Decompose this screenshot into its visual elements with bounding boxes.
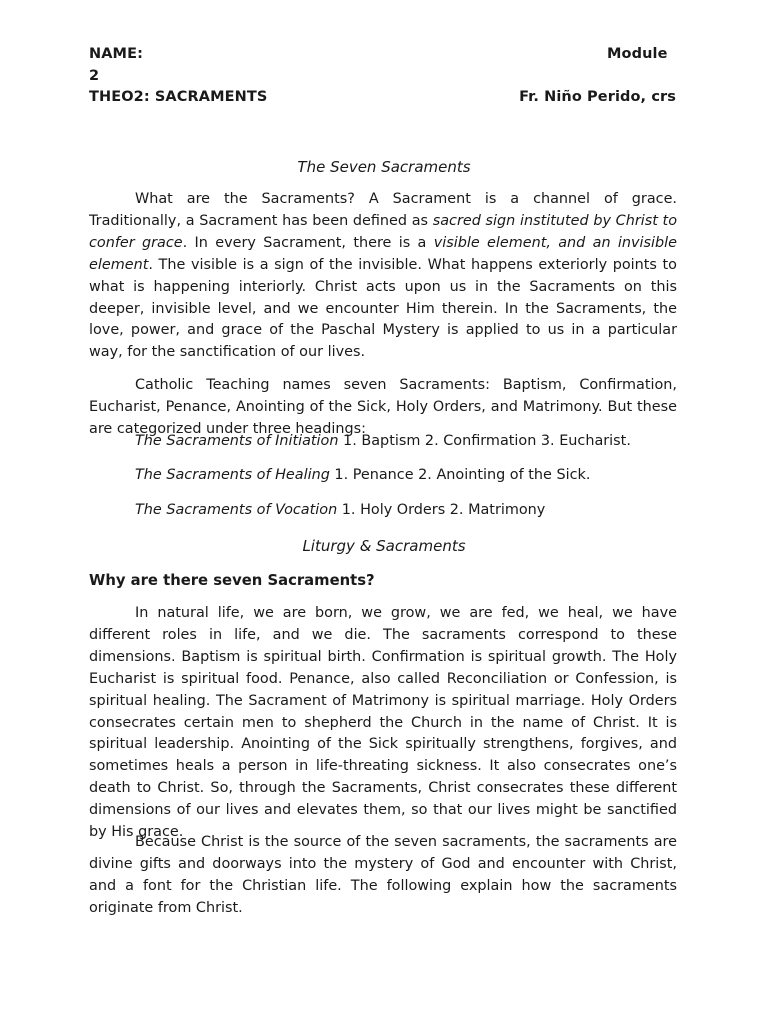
section-heading: Why are there seven Sacraments?: [89, 572, 375, 589]
group-heading: The Sacraments of Initiation: [135, 433, 339, 449]
intro-text-2: . In every Sacrament, there is a: [182, 234, 434, 251]
document-title: The Seven Sacraments: [297, 158, 471, 176]
group-items: 1. Holy Orders 2. Matrimony: [337, 502, 546, 518]
intro-paragraph: [89, 189, 677, 364]
closing-paragraph: [89, 832, 677, 920]
intro-elements: visible element, and an invisible element: [89, 234, 678, 273]
module-number: 2: [89, 68, 100, 84]
name-label: NAME:: [89, 46, 143, 62]
natural-life-paragraph: [89, 603, 677, 844]
teaching-paragraph: [89, 375, 677, 441]
section-subtitle: Liturgy & Sacraments: [302, 537, 466, 555]
intro-text-1: What are the Sacraments? A Sacrament is a channel of grace. Traditionally, a Sacrament has been defined as: [89, 191, 677, 229]
instructor-name: Fr. Niño Perido, crs: [519, 89, 676, 105]
group-items: 1. Penance 2. Anointing of the Sick.: [329, 467, 591, 483]
initiation-group: [135, 433, 631, 449]
natural-life-text: In natural life, we are born, we grow, we are fed, we heal, we have different roles in life, and we die. The sacraments correspond to these dimensions. Baptism is spiritual birth. Confirmation is spiritual growth. The Holy Eucharist is spiritual food. Penance, also called Reconciliation or Confession, is spiritual healing. The Sacrament of Matrimony is spiritual marriage. Holy Orders consecrates certain men to shepherd the Church in the name of Christ. It is spiritual leadership. Anointing of the Sick spiritually strengthens, forgives, and sometimes heals a person in life-threating sickness. It also consecrates one’s death to Christ. So, through the Sacraments, Christ consecrates these different dimensions of our lives and elevates them, so that our lives might be sanctified by His grace.: [89, 605, 677, 841]
group-items: 1. Baptism 2. Confirmation 3. Eucharist.: [338, 433, 631, 449]
vocation-group: [135, 502, 545, 518]
course-title: THEO2: SACRAMENTS: [89, 89, 268, 105]
closing-text: Because Christ is the source of the seven sacraments, the sacraments are divine gifts and doorways into the mystery of God and encounter with Christ, and a font for the Christian life. The following explain how the sacraments originate from Christ.: [89, 834, 677, 916]
module-label: Module: [607, 46, 668, 62]
healing-group: [135, 467, 590, 483]
group-heading: The Sacraments of Vocation: [135, 502, 338, 518]
intro-text-3: . The visible is a sign of the invisible. What happens exteriorly points to what is happening interiorly. Christ acts upon us in the Sacraments on this deeper, invisible level, and we encounter Him therein. In the Sacraments, the love, power, and grace of the Paschal Mystery is applied to us in a particular way, for the sanctification of our lives.: [89, 256, 677, 361]
intro-definition: sacred sign instituted by Christ to confer grace: [89, 212, 678, 251]
group-heading: The Sacraments of Healing: [135, 467, 330, 483]
teaching-text: Catholic Teaching names seven Sacraments: Baptism, Confirmation, Eucharist, Penance, Anointing of the Sick, Holy Orders, and Matrimony. But these are categorized under three headings:: [89, 377, 677, 437]
